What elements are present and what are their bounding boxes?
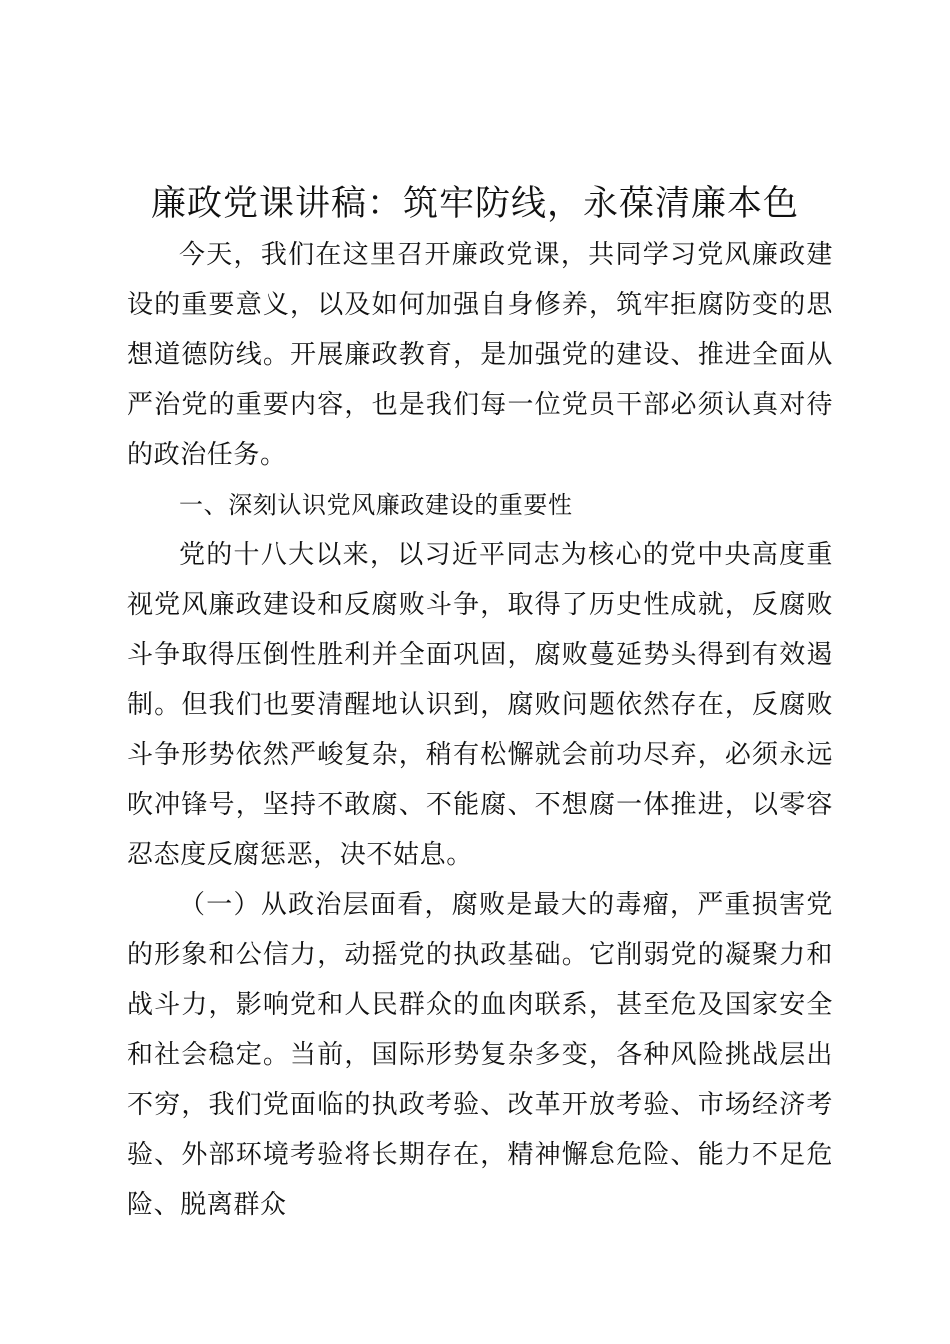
- section-heading: 一、深刻认识党风廉政建设的重要性: [179, 491, 573, 519]
- intro-paragraph: 今天，我们在这里召开廉政党课，共同学习党风廉政建设的重要意义，以及如何加强自身修养，筑牢拒腐防变的思想道德防线。开展廉政教育，是加强党的建设、推进全面从严治党的重要内容，也是我们每一位党员干部必须认真对待的政治任务。: [127, 240, 833, 470]
- body-paragraph: （一）从政治层面看，腐败是最大的毒瘤，严重损害党的形象和公信力，动摇党的执政基础。它削弱党的凝聚力和战斗力，影响党和人民群众的血肉联系，甚至危及国家安全和社会稳定。当前，国际形势复杂多变，各种风险挑战层出不穷，我们党面临的执政考验、改革开放考验、市场经济考验、外部环境考验将长期存在，精神懈怠危险、能力不足危险、脱离群众: [127, 890, 833, 1220]
- body-paragraph: 党的十八大以来，以习近平同志为核心的党中央高度重视党风廉政建设和反腐败斗争，取得了历史性成就，反腐败斗争取得压倒性胜利并全面巩固，腐败蔓延势头得到有效遏制。但我们也要清醒地认识到，腐败问题依然存在，反腐败斗争形势依然严峻复杂，稍有松懈就会前功尽弃，必须永远吹冲锋号，坚持不敢腐、不能腐、不想腐一体推进，以零容忍态度反腐惩恶，决不姑息。: [127, 540, 833, 870]
- document-title: 廉政党课讲稿：筑牢防线，永葆清廉本色: [150, 184, 799, 224]
- document-body: [127, 230, 833, 1230]
